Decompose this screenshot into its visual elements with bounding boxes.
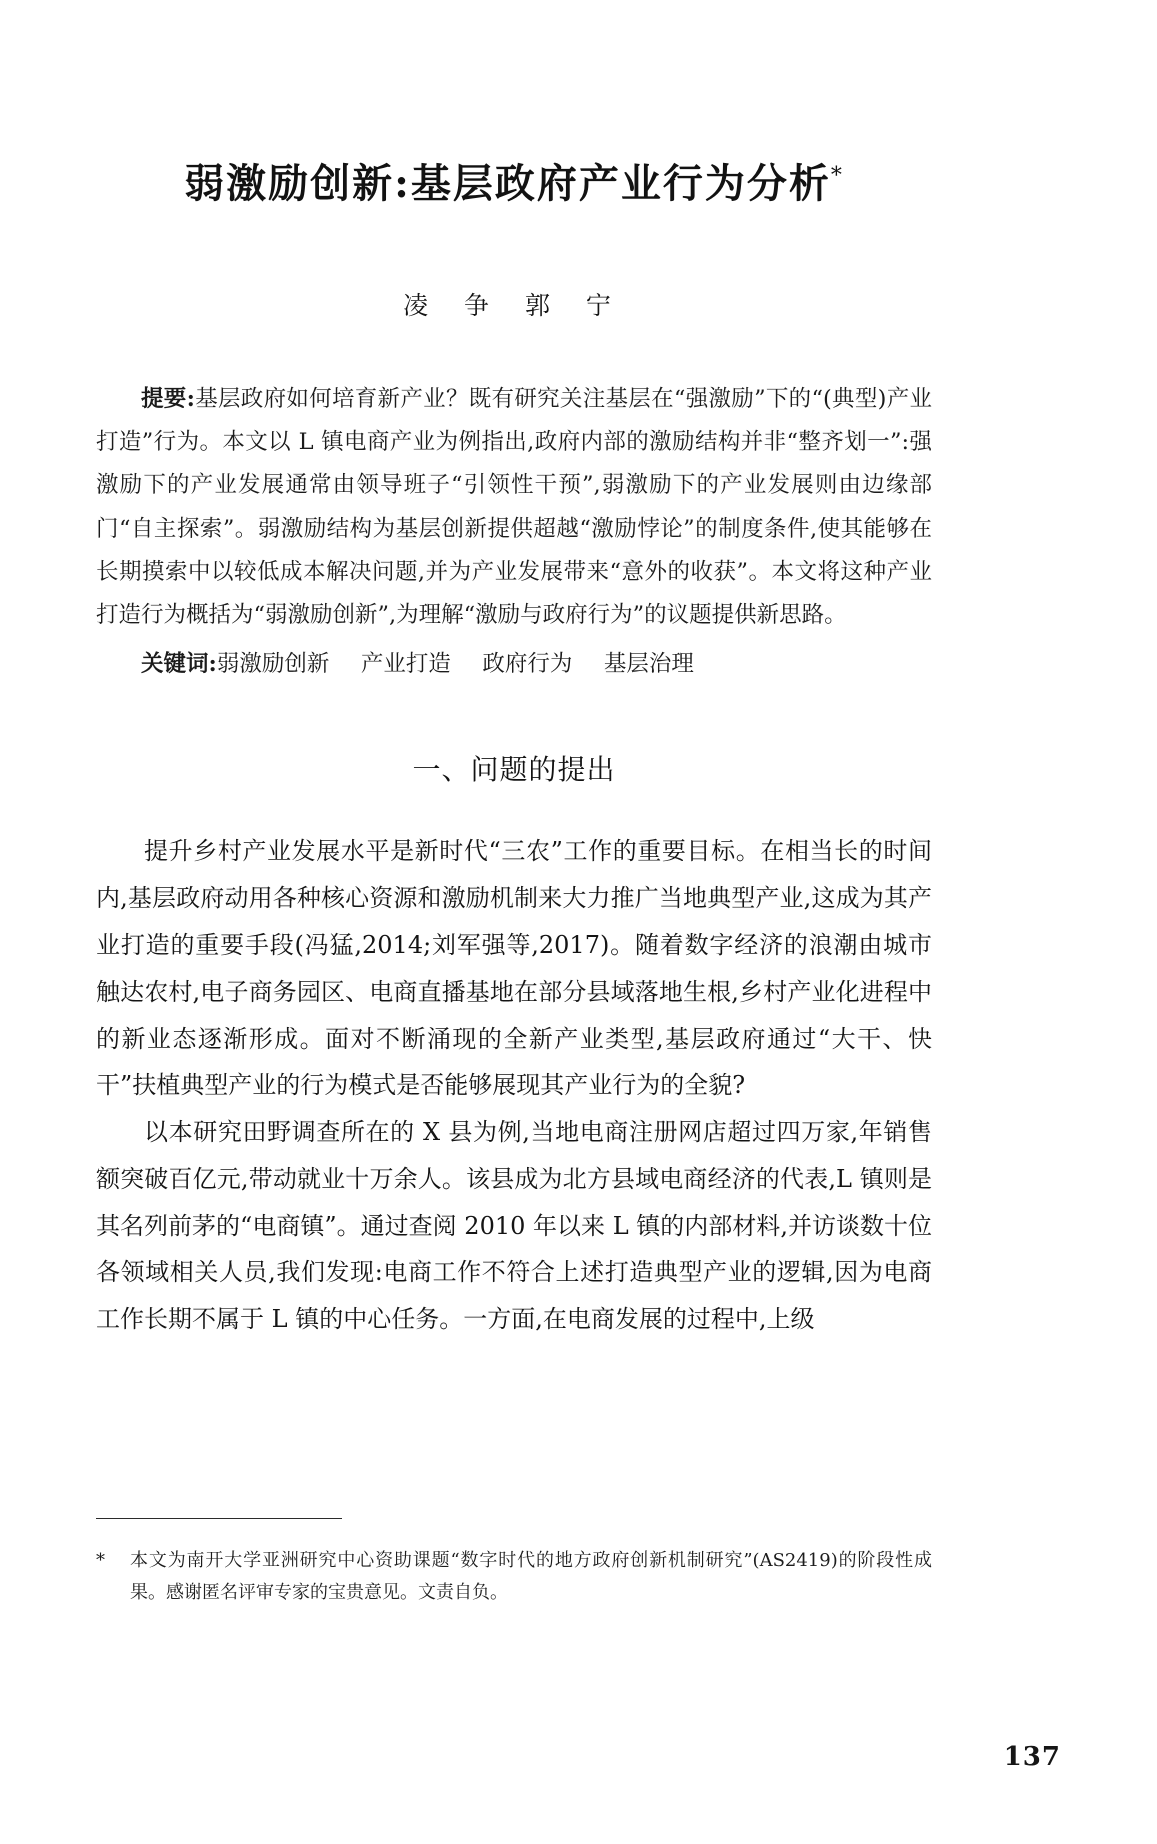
abstract-paragraph <box>96 378 932 637</box>
page-title <box>96 160 932 208</box>
footnote-marker: * <box>96 1550 105 1571</box>
body-paragraph: 提升乡村产业发展水平是新时代“三农”工作的重要目标。在相当长的时间内,基层政府动用各种核心资源和激励机制来大力推广当地典型产业,这成为其产业打造的重要手段(冯猛,2014;刘军强等,2017)。随着数字经济的浪潮由城市触达农村,电子商务园区、电商直播基地在部分县域落地生根,乡村产业化进程中的新业态逐渐形成。面对不断涌现的全新产业类型,基层政府通过“大干、快干”扶植典型产业的行为模式是否能够展现其产业行为的全貌? <box>96 837 932 1100</box>
footnote-text: 本文为南开大学亚洲研究中心资助课题“数字时代的地方政府创新机制研究”(AS2419)的阶段性成果。感谢匿名评审专家的宝贵意见。文责自负。 <box>130 1550 932 1603</box>
section-body <box>96 828 932 1343</box>
footnote <box>96 1545 932 1608</box>
keywords-block <box>96 643 932 686</box>
title-text: 弱激励创新:基层政府产业行为分析 <box>184 160 831 207</box>
body-paragraph: 以本研究田野调查所在的 X 县为例,当地电商注册网店超过四万家,年销售额突破百亿元,带动就业十万余人。该县成为北方县域电商经济的代表,L 镇则是其名列前茅的“电商镇”。通过查阅 2010 年以来 L 镇的内部材料,并访谈数十位各领域相关人员,我们发现:电商工作不符合上述打造典型产业的逻辑,因为电商工作长期不属于 L 镇的中心任务。一方面,在电商发展的过程中,上级 <box>96 1118 932 1334</box>
abstract-text: 基层政府如何培育新产业？既有研究关注基层在“强激励”下的“(典型)产业打造”行为。本文以 L 镇电商产业为例指出,政府内部的激励结构并非“整齐划一”:强激励下的产业发展通常由领导班子“引领性干预”,弱激励下的产业发展则由边缘部门“自主探索”。弱激励结构为基层创新提供超越“激励悖论”的制度条件,使其能够在长期摸索中以较低成本解决问题,并为产业发展带来“意外的收获”。本文将这种产业打造行为概括为“弱激励创新”,为理解“激励与政府行为”的议题提供新思路。 <box>96 386 932 628</box>
keyword-item: 政府行为 <box>482 651 573 678</box>
keyword-item: 基层治理 <box>603 651 694 678</box>
keywords-label: 关键词: <box>141 651 217 678</box>
title-footnote-marker: * <box>830 163 844 189</box>
footnote-divider <box>96 1518 342 1519</box>
keyword-item: 弱激励创新 <box>216 651 330 678</box>
author-line: 凌 争 郭 宁 <box>403 291 625 320</box>
abstract-block <box>96 378 932 637</box>
page-number: 137 <box>1003 1742 1061 1772</box>
abstract-label: 提要: <box>141 386 195 412</box>
section-heading: 一、问题的提出 <box>412 753 616 787</box>
page-content <box>96 0 932 1343</box>
keyword-item: 产业打造 <box>360 651 451 678</box>
footnote-area <box>96 1518 932 1608</box>
